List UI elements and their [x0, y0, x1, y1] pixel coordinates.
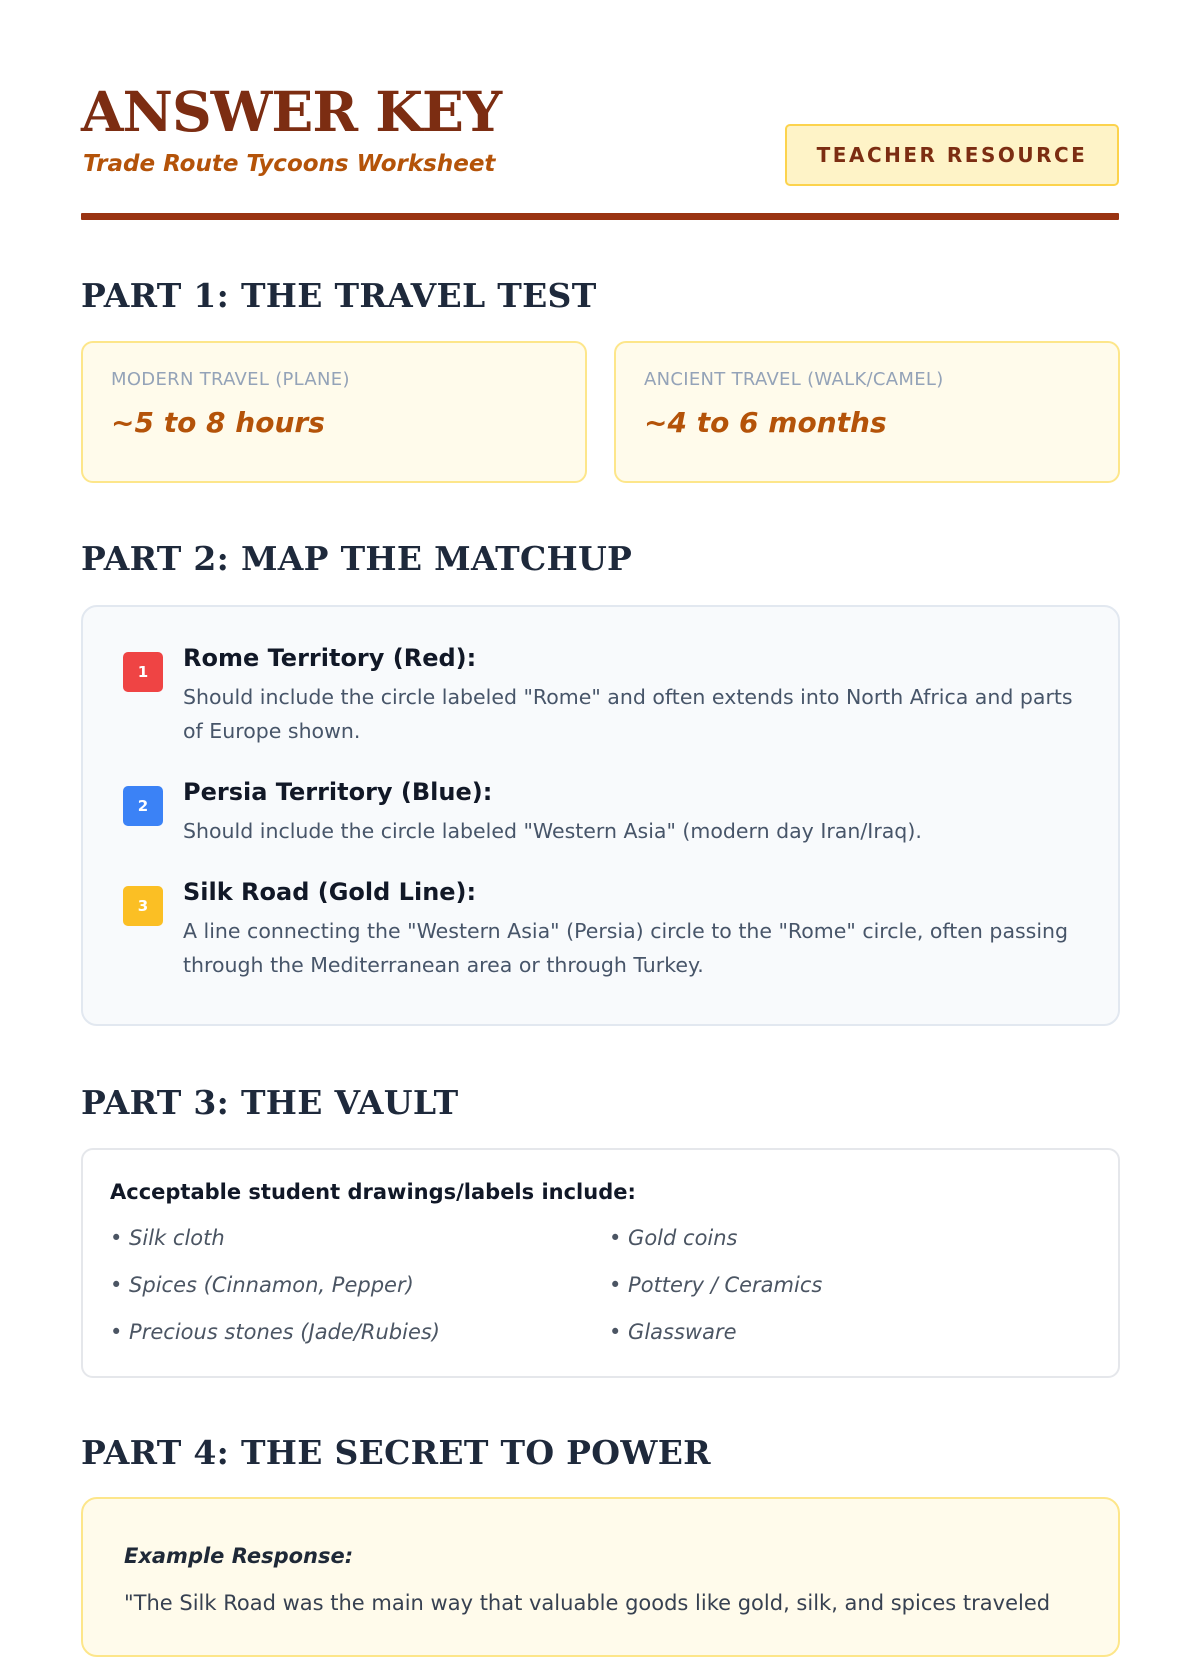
item-description: Should include the circle labeled "Rome" and often extends into North Africa and parts of Europe shown.	[183, 685, 1073, 743]
example-response-box	[81, 1497, 1120, 1657]
modern-travel-label: MODERN TRAVEL (PLANE)	[111, 369, 350, 390]
number-badge: 2	[123, 786, 163, 826]
list-item: • Silk cloth	[110, 1226, 225, 1250]
list-item	[123, 878, 1083, 982]
map-matchup-box	[81, 605, 1120, 1026]
part3-title: PART 3: THE VAULT	[81, 1083, 459, 1122]
number-badge: 1	[123, 652, 163, 692]
list-item: • Precious stones (Jade/Rubies)	[110, 1320, 441, 1344]
part2-title: PART 2: MAP THE MATCHUP	[81, 539, 633, 578]
example-response-label: Example Response:	[124, 1544, 354, 1568]
modern-travel-value: ~5 to 8 hours	[111, 406, 325, 439]
part4-title: PART 4: THE SECRET TO POWER	[81, 1433, 711, 1472]
page-title: ANSWER KEY	[81, 79, 502, 144]
item-title: Rome Territory (Red):	[183, 644, 477, 672]
list-item	[123, 644, 1083, 748]
page-header	[81, 0, 1119, 222]
header-divider	[81, 213, 1119, 220]
teacher-resource-badge: TEACHER RESOURCE	[785, 124, 1119, 186]
page-subtitle: Trade Route Tycoons Worksheet	[83, 151, 496, 177]
example-response-text: "The Silk Road was the main way that valuable goods like gold, silk, and spices traveled	[124, 1591, 1051, 1615]
item-description: A line connecting the "Western Asia" (Persia) circle to the "Rome" circle, often passing through the Mediterranean area or through Turkey.	[183, 919, 1069, 977]
list-item	[123, 778, 1083, 848]
list-item: • Glassware	[609, 1320, 737, 1344]
item-description: Should include the circle labeled "Western Asia" (modern day Iran/Iraq).	[183, 819, 922, 843]
vault-box	[81, 1148, 1120, 1378]
modern-travel-card	[81, 341, 587, 483]
ancient-travel-label: ANCIENT TRAVEL (WALK/CAMEL)	[644, 369, 944, 390]
item-title: Silk Road (Gold Line):	[183, 878, 477, 906]
vault-heading: Acceptable student drawings/labels include:	[110, 1180, 636, 1204]
list-item: • Pottery / Ceramics	[609, 1273, 823, 1297]
list-item: • Gold coins	[609, 1226, 738, 1250]
ancient-travel-card	[614, 341, 1120, 483]
item-title: Persia Territory (Blue):	[183, 778, 493, 806]
list-item: • Spices (Cinnamon, Pepper)	[110, 1273, 414, 1297]
part1-title: PART 1: THE TRAVEL TEST	[81, 276, 597, 315]
ancient-travel-value: ~4 to 6 months	[644, 406, 887, 439]
number-badge: 3	[123, 886, 163, 926]
